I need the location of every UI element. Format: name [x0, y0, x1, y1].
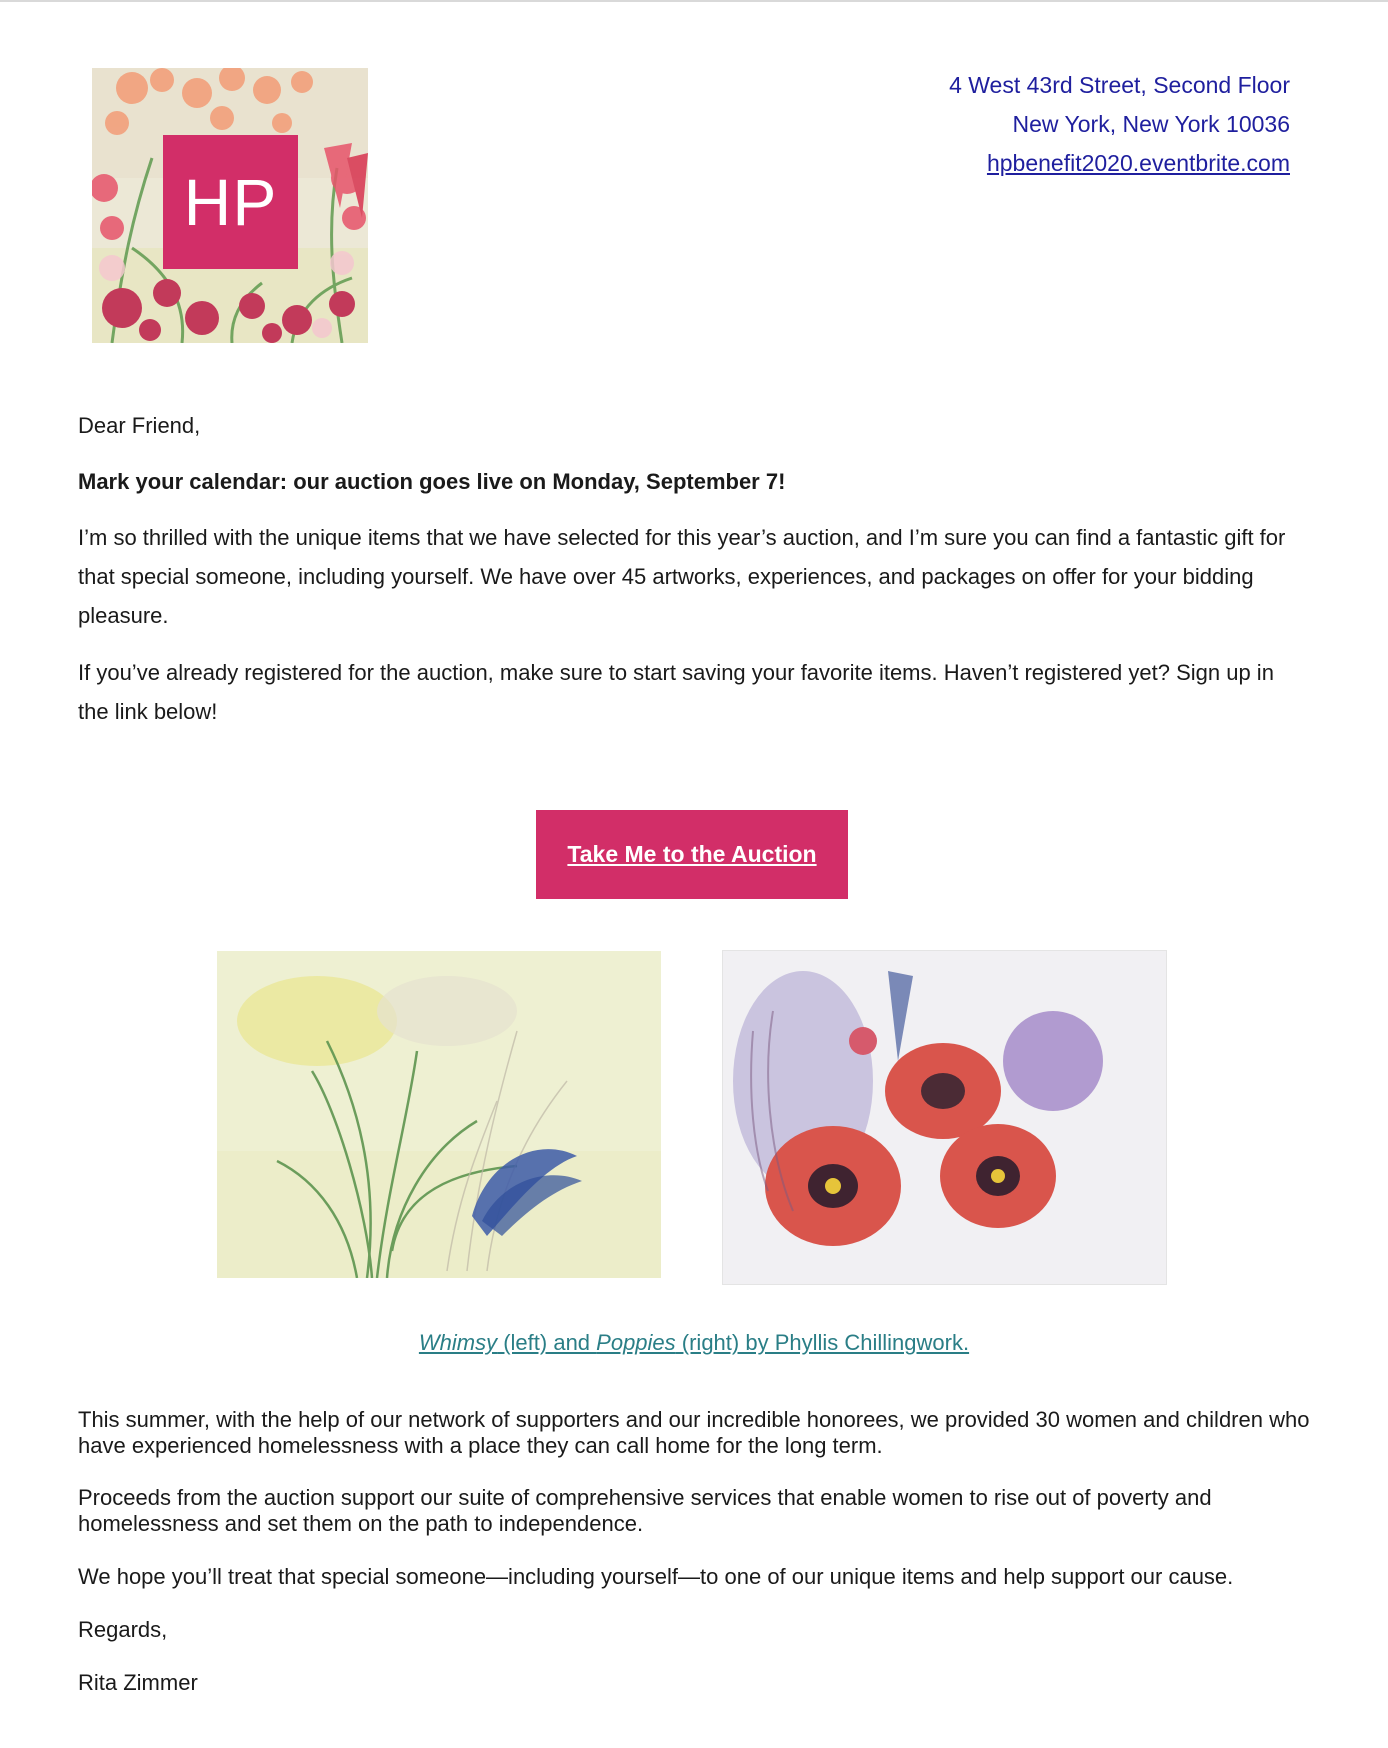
hp-logo-box	[163, 135, 298, 269]
hp-logo	[92, 68, 368, 343]
greeting: Dear Friend,	[78, 413, 201, 438]
closing: Regards,	[78, 1617, 168, 1642]
website-link[interactable]: hpbenefit2020.eventbrite.com	[986, 150, 1290, 176]
whimsy-painting	[217, 951, 661, 1278]
intro-paragraph: I’m so thrilled with the unique items that we have selected for this year’s auction, and I’m sure you can find a fantastic gift for that special someone, including yourself. We have over 45 artworks, experiences, and packages on offer for your bidding pleasure.	[78, 525, 1286, 628]
caption-text-2: (right) by Phyllis Chillingwork.	[675, 1330, 970, 1355]
address-line-1: 4 West 43rd Street, Second Floor	[949, 72, 1290, 98]
summer-paragraph: This summer, with the help of our network of supporters and our incredible honorees, we provided 30 women and children who have experienced homelessness with a place they can call home for the long term.	[78, 1407, 1310, 1458]
top-divider	[0, 0, 1388, 2]
logo-text: HP	[183, 165, 278, 239]
proceeds-paragraph: Proceeds from the auction support our suite of comprehensive services that enable women to rise out of poverty and homelessness and set them on the path to independence.	[78, 1485, 1212, 1536]
caption-title-poppies: Poppies	[596, 1330, 676, 1355]
auction-button[interactable]: Take Me to the Auction	[536, 810, 848, 899]
registration-paragraph: If you’ve already registered for the auction, make sure to start saving your favorite items. Haven’t registered yet? Sign up in the link below!	[78, 660, 1274, 724]
support-paragraph: We hope you’ll treat that special someone—including yourself—to one of our unique items and help support our cause.	[78, 1564, 1234, 1589]
headline: Mark your calendar: our auction goes live on Monday, September 7!	[78, 469, 786, 494]
caption-title-whimsy: Whimsy	[418, 1330, 498, 1355]
address-block	[949, 66, 1290, 183]
poppies-painting	[723, 951, 1166, 1284]
artwork-caption[interactable]	[0, 1330, 1388, 1356]
signature: Rita Zimmer	[78, 1670, 198, 1695]
caption-text-1: (left) and	[497, 1330, 597, 1355]
address-line-2: New York, New York 10036	[1012, 111, 1290, 137]
